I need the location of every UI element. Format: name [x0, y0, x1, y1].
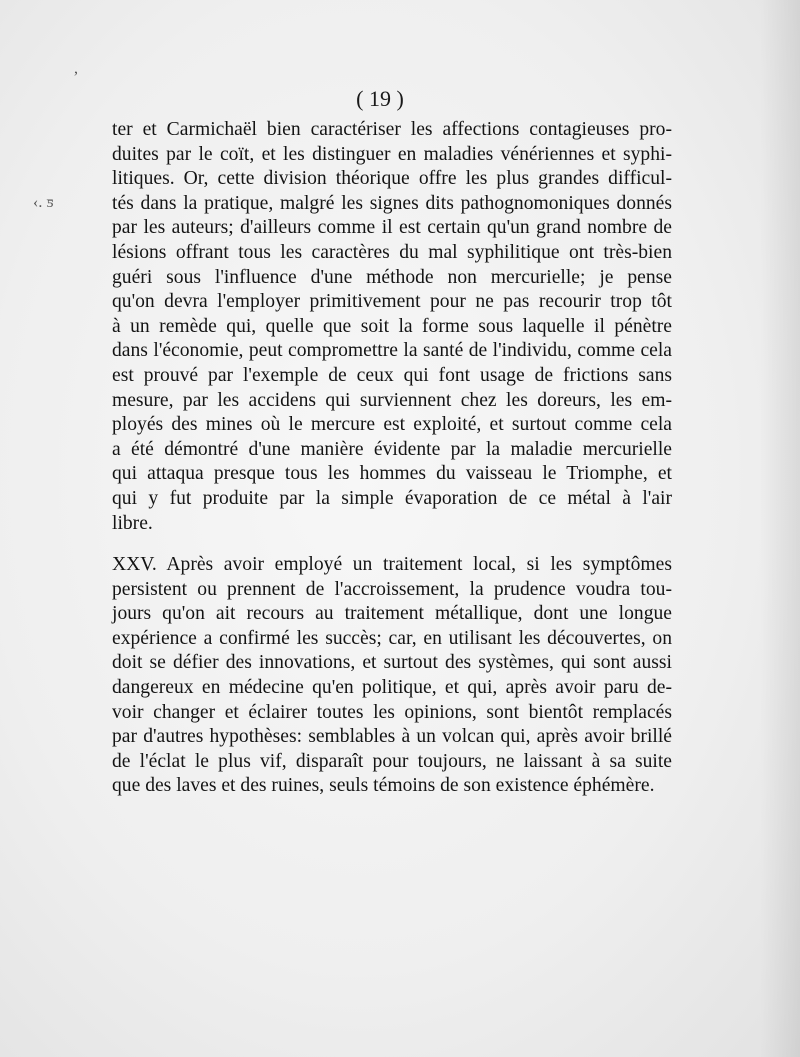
text-line: dans l'économie, peut compromettre la santé de l'individu, comme cela [112, 340, 672, 362]
text-line: libre. [112, 512, 153, 534]
text-line: est prouvé par l'exemple de ceux qui font usage de frictions sans [112, 364, 672, 386]
text-line: que des laves et des ruines, seuls témoins de son existence éphémère. [112, 775, 655, 797]
text-line: qui attaqua presque tous les hommes du vaisseau le Triomphe, et [112, 463, 672, 485]
text-line: guéri sous l'influence d'une méthode non mercurielle; je pense [112, 266, 672, 288]
text-line: ployés des mines où le mercure est exploité, et surtout comme cela [112, 414, 672, 436]
text-line: par d'autres hypothèses: semblables à un volcan qui, après avoir brillé [112, 726, 672, 748]
page-number: ( 19 ) [356, 86, 404, 111]
text-line: XXV. Après avoir employé un traitement local, si les symptômes [112, 554, 672, 575]
text-line: dangereux en médecine qu'en politique, et qui, après avoir paru de- [112, 676, 672, 698]
paragraph-2 [112, 553, 672, 799]
text-line: litiques. Or, cette division théorique offre les plus grandes difficul- [112, 168, 672, 190]
text-line: a été démontré d'une manière évidente par la maladie mercurielle [112, 438, 672, 460]
margin-speck: , [74, 60, 78, 77]
text-line: duites par le coït, et les distinguer en maladies vénériennes et syphi- [112, 143, 672, 165]
text-line: à un remède qui, quelle que soit la forme sous laquelle il pénètre [112, 315, 672, 337]
text-line: doit se défier des innovations, et surtout des systèmes, qui sont aussi [112, 652, 672, 674]
text-line: tés dans la pratique, malgré les signes dits pathognomoniques donnés [112, 192, 672, 214]
text-line: de l'éclat le plus vif, disparaît pour toujours, ne laissant à sa suite [112, 750, 672, 772]
page-edge-shadow [760, 0, 800, 1057]
text-line: expérience a confirmé les succès; car, en utilisant les découvertes, on [112, 627, 672, 649]
text-line: lésions offrant tous les caractères du mal syphilitique ont très-bien [112, 241, 672, 263]
paragraph-1 [112, 118, 672, 536]
text-line: mesure, par les accidens qui surviennent chez les doreurs, les em- [112, 389, 672, 411]
text-line: jours qu'on ait recours au traitement métallique, dont une longue [112, 603, 672, 625]
text-line: par les auteurs; d'ailleurs comme il est certain qu'un grand nombre de [112, 217, 672, 239]
text-line: qui y fut produite par la simple évaporation de ce métal à l'air [112, 487, 672, 509]
text-line: persistent ou prennent de l'accroissement, la prudence voudra tou- [112, 578, 672, 600]
text-line: voir changer et éclairer toutes les opinions, sont bientôt remplacés [112, 701, 672, 723]
text-line: ter et Carmichaël bien caractériser les affections contagieuses pro- [112, 119, 672, 140]
margin-mark-left: ‹. ƽ [33, 194, 54, 211]
text-line: qu'on devra l'employer primitivement pour ne pas recourir trop tôt [112, 291, 672, 313]
